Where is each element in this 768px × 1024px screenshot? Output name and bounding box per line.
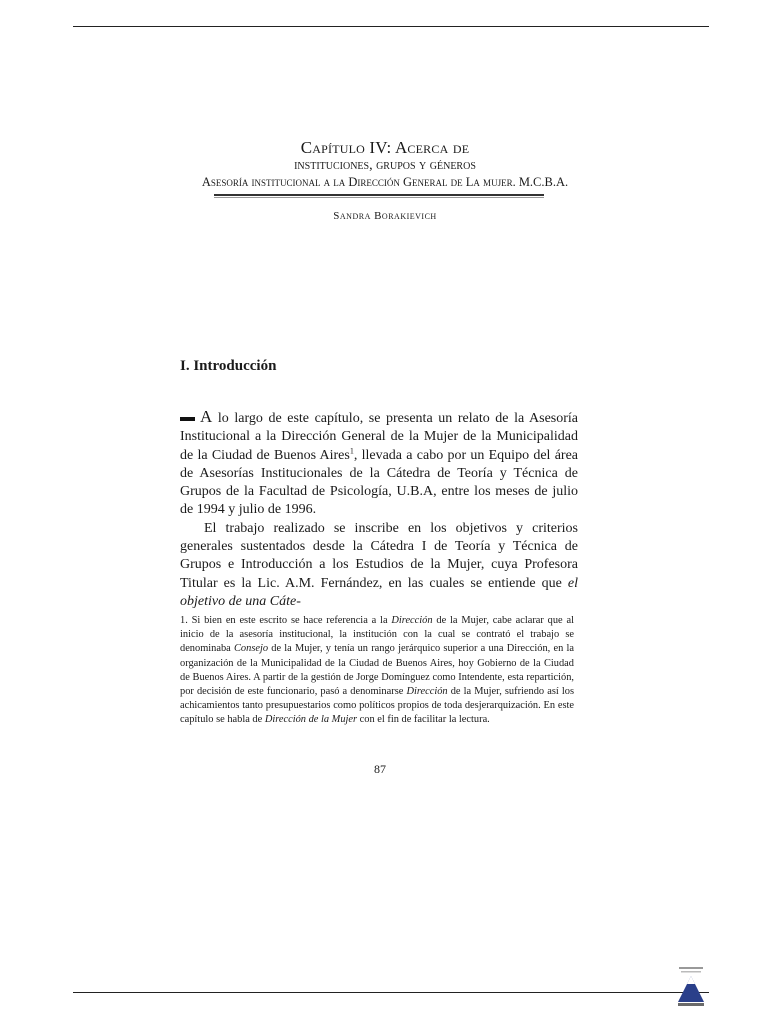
paragraph-1 bbox=[180, 408, 578, 520]
chapter-subtitle: instituciones, grupos y géneros bbox=[294, 158, 476, 173]
paragraph-2-text: El trabajo realizado se inscribe en los objetivos y criterios generales sustentados desde la Cátedra I de Teoría y Técnica de Grupos e Introducción a los Estudios de la Mujer, cuya Profesora Titular es la Lic. A.M. Fernández, en las cuales se entiende que bbox=[180, 520, 578, 591]
footnote-italic-1: Dirección bbox=[391, 615, 433, 626]
footnote-text-3: de la Mujer, y tenía un rango jerárquico superior a una Dirección, en la organización de la Municipalidad de la Ciudad de Buenos Aires, hoy Gobierno de la Ciudad de Buenos Aires. A partir de la gestión de Jorge Domínguez como Intendente, esta repartición, por decisión de este funcionario, pasó a denominarse bbox=[180, 643, 574, 698]
page-number: 87 bbox=[374, 762, 386, 776]
chapter-title: Capítulo IV: Acerca de bbox=[300, 138, 470, 157]
footnote-text-4: de la Mujer, sufriendo así los achicamientos tanto presupuestarios como políticos propios de toda desjerarquización. En este capítulo se habla de bbox=[180, 686, 574, 726]
body-text bbox=[180, 408, 578, 611]
title-divider-thin bbox=[214, 197, 544, 198]
chapter-header bbox=[170, 138, 600, 190]
footnote bbox=[180, 614, 574, 728]
author-name: Sandra Borakievich bbox=[333, 210, 437, 222]
paragraph-1-text-b: , llevada a cabo por un Equipo del área de Asesorías Institucionales de la Cátedra de Teoría y Técnica de Grupos de la Facultad de Psicología, U.B.A, entre los meses de julio de 1994 y julio de 1996. bbox=[180, 447, 579, 518]
publisher-mountain-logo-icon bbox=[676, 966, 706, 1008]
top-rule bbox=[73, 26, 709, 27]
footnote-text-2: de la Mujer, cabe aclarar que al inicio de la asesoría institucional, la institución con la cual se contrató el trabajo se denominaba bbox=[180, 615, 574, 655]
drop-dash bbox=[180, 417, 195, 421]
section-heading: I. Introducción bbox=[180, 358, 277, 374]
paragraph-2 bbox=[180, 520, 578, 611]
title-divider bbox=[214, 194, 544, 196]
footnote-text-5: con el fin de facilitar la lectura. bbox=[357, 714, 490, 726]
chapter-description: Asesoría institucional a la Dirección General de La mujer. M.C.B.A. bbox=[201, 175, 569, 189]
footnote-italic-2: Consejo bbox=[234, 643, 269, 655]
paragraph-1-text-a: lo largo de este capítulo, se presenta un relato de la Asesoría Institucional a la Dirección General de la Mujer de la Municipalidad de la Ciudad de Buenos Aires bbox=[180, 411, 578, 463]
footnote-italic-3: Dirección bbox=[406, 686, 448, 698]
paragraph-2-italic: el objetivo de una Cáte- bbox=[180, 575, 578, 609]
drop-cap: A bbox=[200, 407, 213, 426]
footnote-italic-4: Dirección de la Mujer bbox=[264, 714, 358, 726]
footnote-ref[interactable]: 1 bbox=[349, 445, 354, 455]
footnote-text-1: 1. Si bien en este escrito se hace referencia a la bbox=[180, 615, 392, 626]
bottom-rule bbox=[73, 992, 709, 993]
